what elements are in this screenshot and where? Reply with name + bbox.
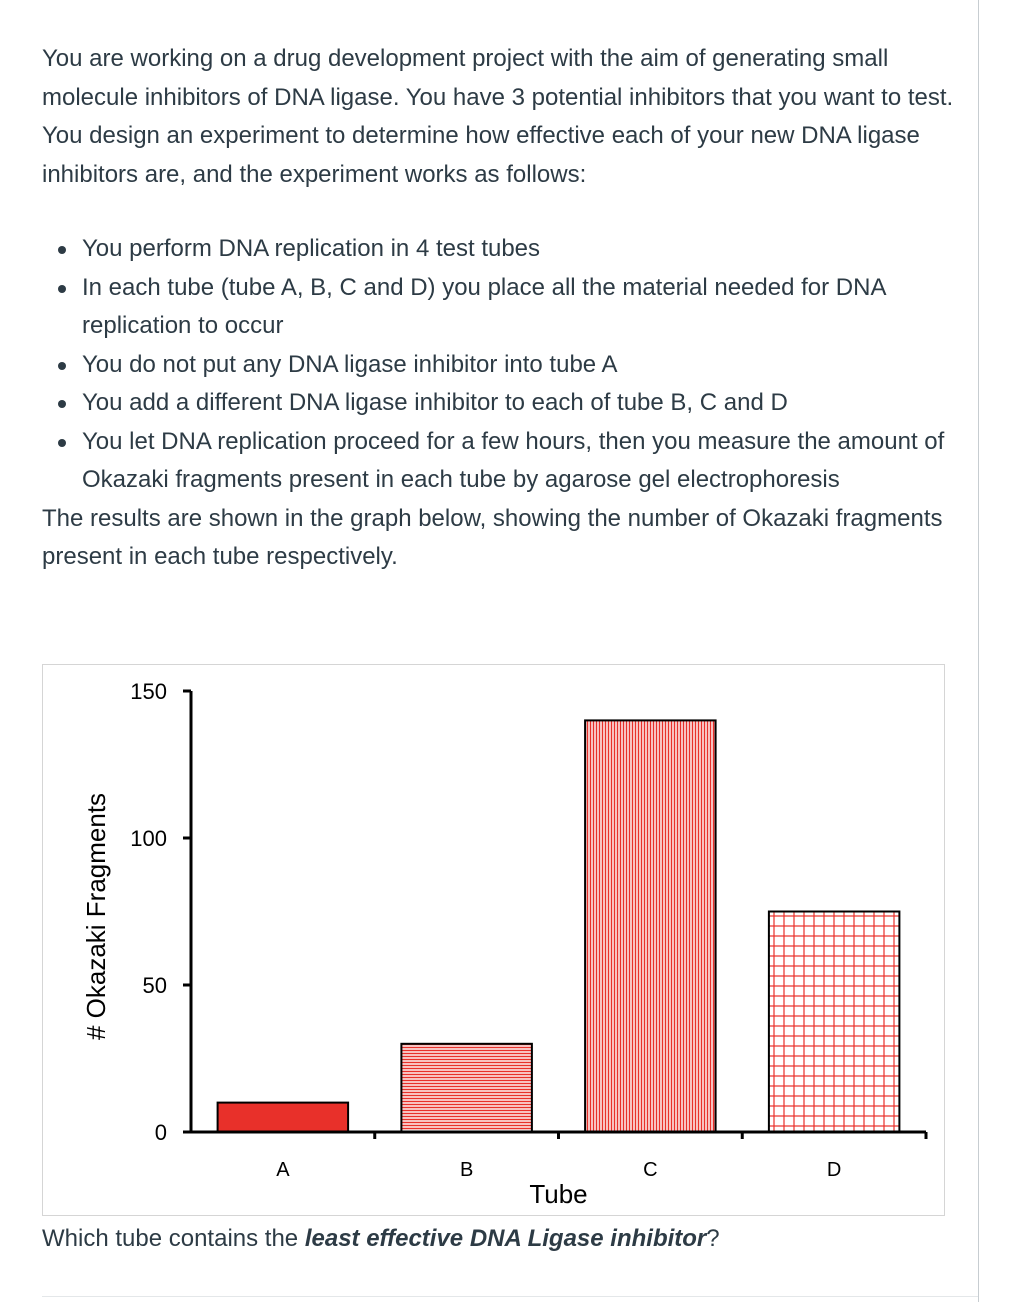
intro-paragraph: You are working on a drug development project with the aim of generating small molecule inhibitors of DNA ligase. You have 3 potential inhibitors that you want to test. You design an experiment to determine how effective each of your new DNA ligase inhibitors are, and the experiment works as follows: [42, 45, 954, 188]
question-emphasis: least effective DNA Ligase inhibitor [304, 1225, 707, 1252]
bar-d [769, 912, 900, 1133]
bar-b [401, 1044, 532, 1132]
bar-a [218, 1103, 349, 1132]
x-tick-label-a: A [276, 1159, 290, 1181]
question-prompt [42, 1220, 720, 1258]
procedure-step-2: In each tube (tube A, B, C and D) you place all the material needed for DNA replication to occur [42, 269, 957, 346]
y-axis-title: # Okazaki Fragments [81, 792, 111, 1041]
content-bottom-divider [42, 1296, 978, 1297]
y-tick-label: 100 [130, 826, 167, 851]
x-tick-label-d: D [826, 1159, 842, 1181]
x-tick-label-c: C [643, 1159, 658, 1181]
procedure-step-5: You let DNA replication proceed for a few hours, then you measure the amount of Okazaki fragments present in each tube by agarose gel electrophoresis [42, 423, 957, 500]
question-prefix: Which tube contains the [42, 1225, 305, 1252]
y-tick-label: 50 [142, 973, 167, 998]
question-content [42, 40, 957, 577]
procedure-step-4: You add a different DNA ligase inhibitor to each of tube B, C and D [42, 384, 957, 423]
x-axis-title: Tube [529, 1179, 588, 1209]
results-chart [42, 664, 945, 1216]
question-suffix: ? [706, 1225, 720, 1252]
x-tick-label-b: B [459, 1159, 474, 1181]
y-tick-label: 0 [154, 1120, 167, 1145]
results-paragraph: The results are shown in the graph below, showing the number of Okazaki fragments present in each tube respectively. [42, 504, 943, 570]
procedure-list [42, 230, 957, 500]
procedure-step-3: You do not put any DNA ligase inhibitor into tube A [42, 346, 957, 385]
procedure-step-1: You perform DNA replication in 4 test tubes [42, 230, 957, 269]
bar-c [585, 720, 716, 1132]
page-right-border [978, 0, 979, 1302]
y-tick-label: 150 [130, 679, 167, 704]
bar-chart-svg [43, 665, 946, 1217]
